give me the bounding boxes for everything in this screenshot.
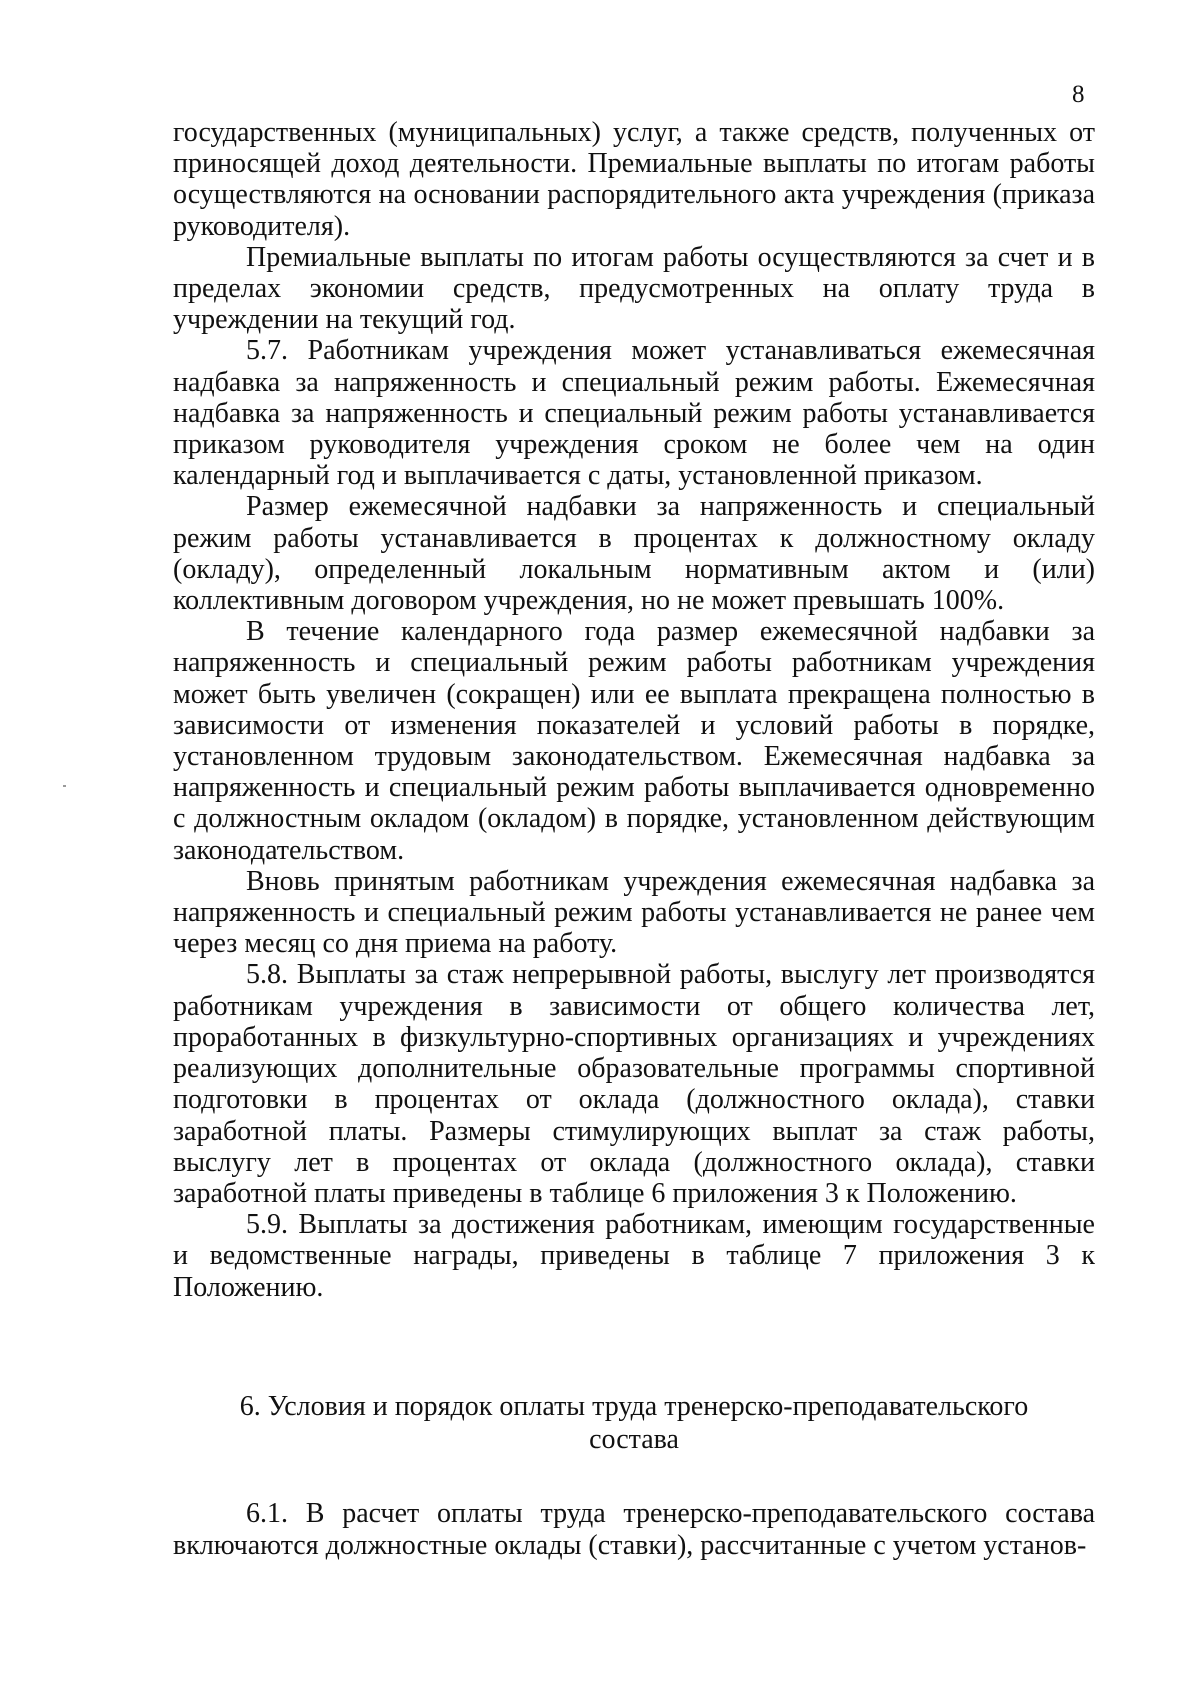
section-heading: [173, 1390, 1095, 1456]
page-number: 8: [1072, 81, 1085, 108]
paragraph-5-7: 5.7. Работникам учреждения может устанавливаться ежемесячная надбавка за напряженность и специальный режим работы. Ежемесячная надбавка за напряженность и специальный режим работы устанавливается приказом руководителя учреждения сроком не более чем на один календарный год и выплачивается с даты, установленной приказом.: [173, 335, 1095, 492]
section-heading-line-2: состава: [589, 1424, 679, 1455]
paragraph: Вновь принятым работникам учреждения ежемесячная надбавка за напряженность и специальный режим работы устанавливается не ранее чем через месяц со дня приема на работу.: [173, 865, 1095, 960]
paragraph-5-9: 5.9. Выплаты за достижения работникам, имеющим государственные и ведомственные награды, приведены в таблице 7 приложения 3 к Положению.: [173, 1209, 1095, 1303]
section-6-body: [173, 1498, 1095, 1562]
paragraph-6-1: 6.1. В расчет оплаты труда тренерско-преподавательского состава включаются должностные оклады (ставки), рассчитанные с учетом установ-: [173, 1498, 1095, 1561]
paragraph-continuation: государственных (муниципальных) услуг, а также средств, полученных от приносящей доход деятельности. Премиальные выплаты по итогам работы осуществляются на основании распорядительного акта учреждения (приказа руководителя).: [173, 117, 1095, 242]
document-body: [173, 117, 1095, 1303]
section-heading-line-1: 6. Условия и порядок оплаты труда тренерско-преподавательского: [239, 1391, 1029, 1422]
paragraph: Премиальные выплаты по итогам работы осуществляются за счет и в пределах экономии средств, предусмотренных на оплату труда в учреждении на текущий год.: [173, 241, 1095, 336]
paragraph: В течение календарного года размер ежемесячной надбавки за напряженность и специальный режим работы работникам учреждения может быть увеличен (сокращен) или ее выплата прекращена полностью в зависимости от изменения показателей и условий работы в порядке, установленном трудовым законодательством. Ежемесячная надбавка за напряженность и специальный режим работы выплачивается одновременно с должностным окладом (окладом) в порядке, установленном действующим законодательством.: [173, 616, 1095, 866]
paragraph-5-8: 5.8. Выплаты за стаж непрерывной работы, выслугу лет производятся работникам учреждения в зависимости от общего количества лет, проработанных в физкультурно-спортивных организациях и учреждениях реализующих дополнительные образовательные программы спортивной подготовки в процентах от оклада (должностного оклада), ставки заработной платы. Размеры стимулирующих выплат за стаж работы, выслугу лет в процентах от оклада (должностного оклада), ставки заработной платы приведены в таблице 6 приложения 3 к Положению.: [173, 959, 1095, 1209]
scan-mark: [63, 785, 66, 787]
paragraph: Размер ежемесячной надбавки за напряженность и специальный режим работы устанавливается в процентах к должностному окладу (окладу), определенный локальным нормативным актом и (или) коллективным договором учреждения, но не может превышать 100%.: [173, 491, 1095, 617]
